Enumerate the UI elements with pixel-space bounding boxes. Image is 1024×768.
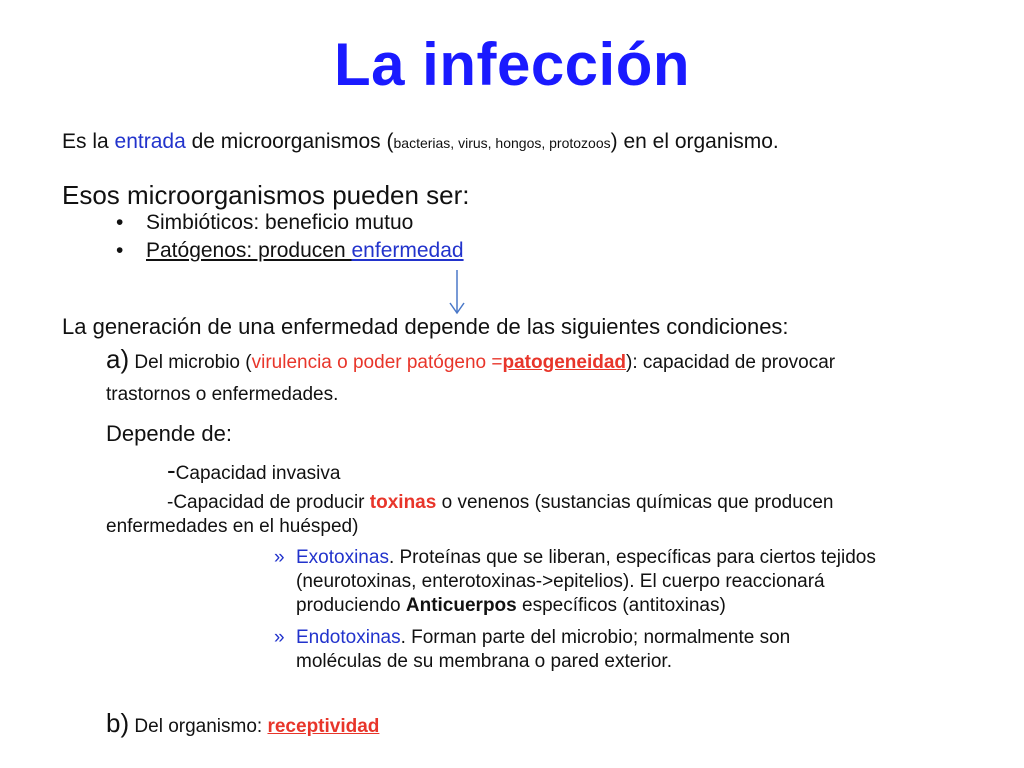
condition-a-post: ): capacidad de provocar [626, 352, 836, 373]
depende-heading: Depende de: [106, 421, 232, 446]
condition-a-pre: Del microbio ( [129, 352, 252, 373]
exotoxinas-text3-post: específicos (antitoxinas) [516, 595, 726, 616]
exotoxinas-text3-pre: produciendo [296, 595, 406, 616]
dash-mark: - [167, 455, 176, 485]
microorganisms-heading: Esos microorganismos pueden ser: [62, 180, 470, 210]
bullet-patogenos [116, 239, 464, 263]
patogenos-text: Patógenos: producen [146, 239, 352, 262]
chevron-icon: » [274, 547, 285, 568]
condition-b-line [106, 708, 379, 739]
condition-b-pre: Del organismo: [129, 716, 268, 737]
producir-line2: enfermedades en el huésped) [106, 516, 359, 537]
patogeneidad-text: patogeneidad [502, 352, 627, 373]
condition-b-letter: b) [106, 708, 130, 738]
bullet-simbioticos [116, 211, 413, 235]
down-arrow-icon [449, 270, 465, 316]
endotoxinas-item [274, 626, 790, 674]
anticuerpos-text: Anticuerpos [405, 595, 517, 616]
simbioticos-text: Simbióticos: beneficio mutuo [146, 211, 414, 234]
enfermedad-link[interactable]: enfermedad [351, 239, 464, 262]
toxinas-text: toxinas [369, 492, 437, 513]
intro-examples: bacterias, virus, hongos, protozoos [393, 135, 611, 151]
virulencia-text: virulencia o poder patógeno = [251, 352, 503, 373]
exotoxinas-item [274, 546, 876, 618]
producir-pre: -Capacidad de producir [167, 492, 370, 513]
intro-line [62, 130, 779, 154]
page-title: La infección [333, 31, 691, 98]
capacidad-invasiva [167, 455, 340, 486]
intro-mid: de microorganismos ( [185, 130, 394, 153]
exotoxinas-text2: (neurotoxinas, enterotoxinas->epitelios). El cuerpo reaccionará [296, 571, 825, 592]
endotoxinas-text2: moléculas de su membrana o pared exterior. [296, 651, 672, 672]
receptividad-text: receptividad [267, 716, 380, 737]
condition-a-letter: a) [106, 344, 130, 374]
conditions-heading: La generación de una enfermedad depende de las siguientes condiciones: [62, 314, 789, 339]
condition-a-line [106, 344, 835, 375]
condition-a-line2: trastornos o enfermedades. [106, 384, 339, 405]
bullet-icon: • [116, 239, 124, 262]
endotoxinas-text1: . Forman parte del microbio; normalmente son [400, 627, 791, 648]
intro-pre: Es la [62, 130, 115, 153]
capacidad-invasiva-text: Capacidad invasiva [175, 463, 341, 484]
exotoxinas-label: Exotoxinas [296, 547, 389, 568]
intro-entrada: entrada [114, 130, 186, 153]
capacidad-producir [167, 492, 833, 514]
producir-post: o venenos (sustancias químicas que producen [436, 492, 834, 513]
exotoxinas-text1: . Proteínas que se liberan, específicas para ciertos tejidos [388, 547, 876, 568]
bullet-icon: • [116, 211, 124, 234]
intro-post: ) en el organismo. [610, 130, 779, 153]
chevron-icon: » [274, 627, 285, 648]
endotoxinas-label: Endotoxinas [296, 627, 401, 648]
